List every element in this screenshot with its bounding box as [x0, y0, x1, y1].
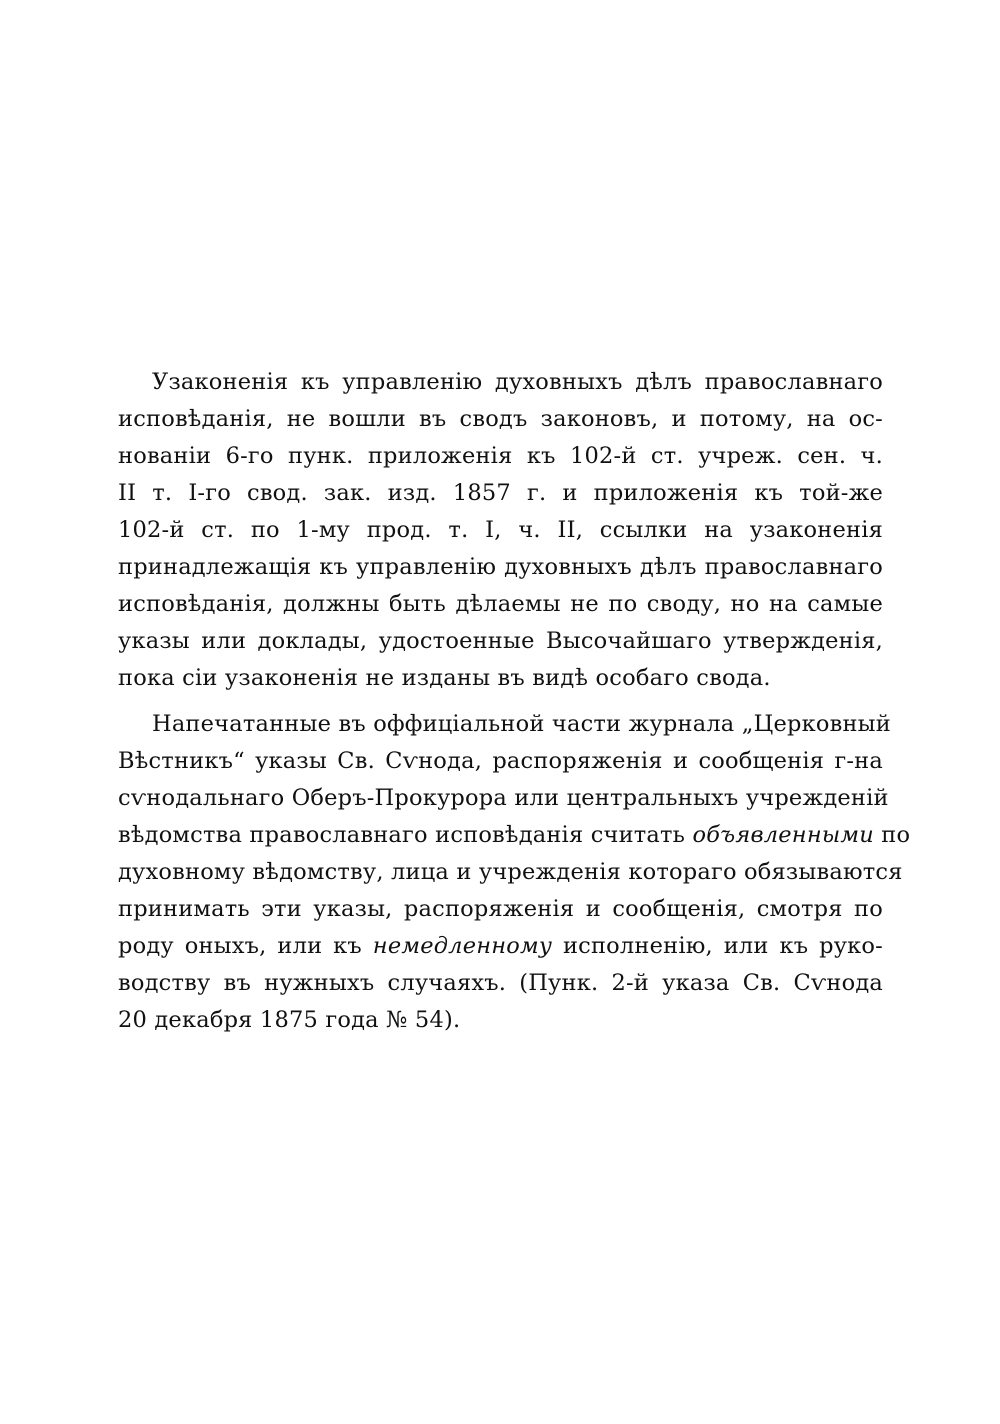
paragraph-line: принимать эти указы, распоряженія и сообщенія, смотря по: [118, 896, 883, 922]
paragraph-published-decrees: [118, 706, 911, 1039]
paragraph-line: исповѣданія, не вошли въ сводъ законовъ, и потому, на ос-: [118, 406, 883, 432]
line-text: исполненію, или къ руко-: [552, 933, 883, 959]
paragraph-line: 20 декабря 1875 года № 54).: [118, 1007, 461, 1033]
paragraph-line: водству въ нужныхъ случаяхъ. (Пунк. 2-й указа Св. Сѵнода: [118, 970, 883, 996]
paragraph-line: [118, 928, 883, 965]
paragraph-line: принадлежащія къ управленію духовныхъ дѣлъ православнаго: [118, 554, 883, 580]
paragraph-line: исповѣданія, должны быть дѣлаемы не по своду, но на самые: [118, 591, 883, 617]
paragraph-spacer: [118, 697, 883, 706]
emphasis-text: объявленными: [692, 822, 874, 848]
body-text: [118, 364, 911, 1039]
paragraph-line: [118, 817, 911, 854]
paragraph-line: сѵнодальнаго Оберъ-Прокурора или центральныхъ учрежденій: [118, 785, 889, 811]
emphasis-text: немедленному: [372, 933, 553, 959]
paragraph-line: пока сіи узаконенія не изданы въ видѣ особаго свода.: [118, 665, 771, 691]
line-text: вѣдомства православнаго исповѣданія считать: [118, 822, 693, 848]
paragraph-line: духовному вѣдомству, лица и учрежденія котораго обязываются: [118, 859, 903, 885]
paragraph-line: 102-й ст. по 1-му прод. т. I, ч. II, ссылки на узаконенія: [118, 517, 883, 543]
paragraph-line: Вѣстникъ“ указы Св. Сѵнода, распоряженія и сообщенія г-на: [118, 748, 883, 774]
paragraph-line: нованіи 6-го пунк. приложенія къ 102-й ст. учреж. сен. ч.: [118, 443, 883, 469]
paragraph-statutes: [118, 364, 883, 697]
paragraph-line: Узаконенія къ управленію духовныхъ дѣлъ православнаго: [152, 369, 883, 395]
line-text: роду оныхъ, или къ: [118, 933, 373, 959]
paragraph-line: указы или доклады, удостоенные Высочайшаго утвержденія,: [118, 628, 883, 654]
paragraph-line: Напечатанные въ оффиціальной части журнала „Церковный: [152, 711, 891, 737]
paragraph-line: II т. I-го свод. зак. изд. 1857 г. и приложенія къ той-же: [118, 480, 883, 506]
line-text: по: [873, 822, 911, 848]
